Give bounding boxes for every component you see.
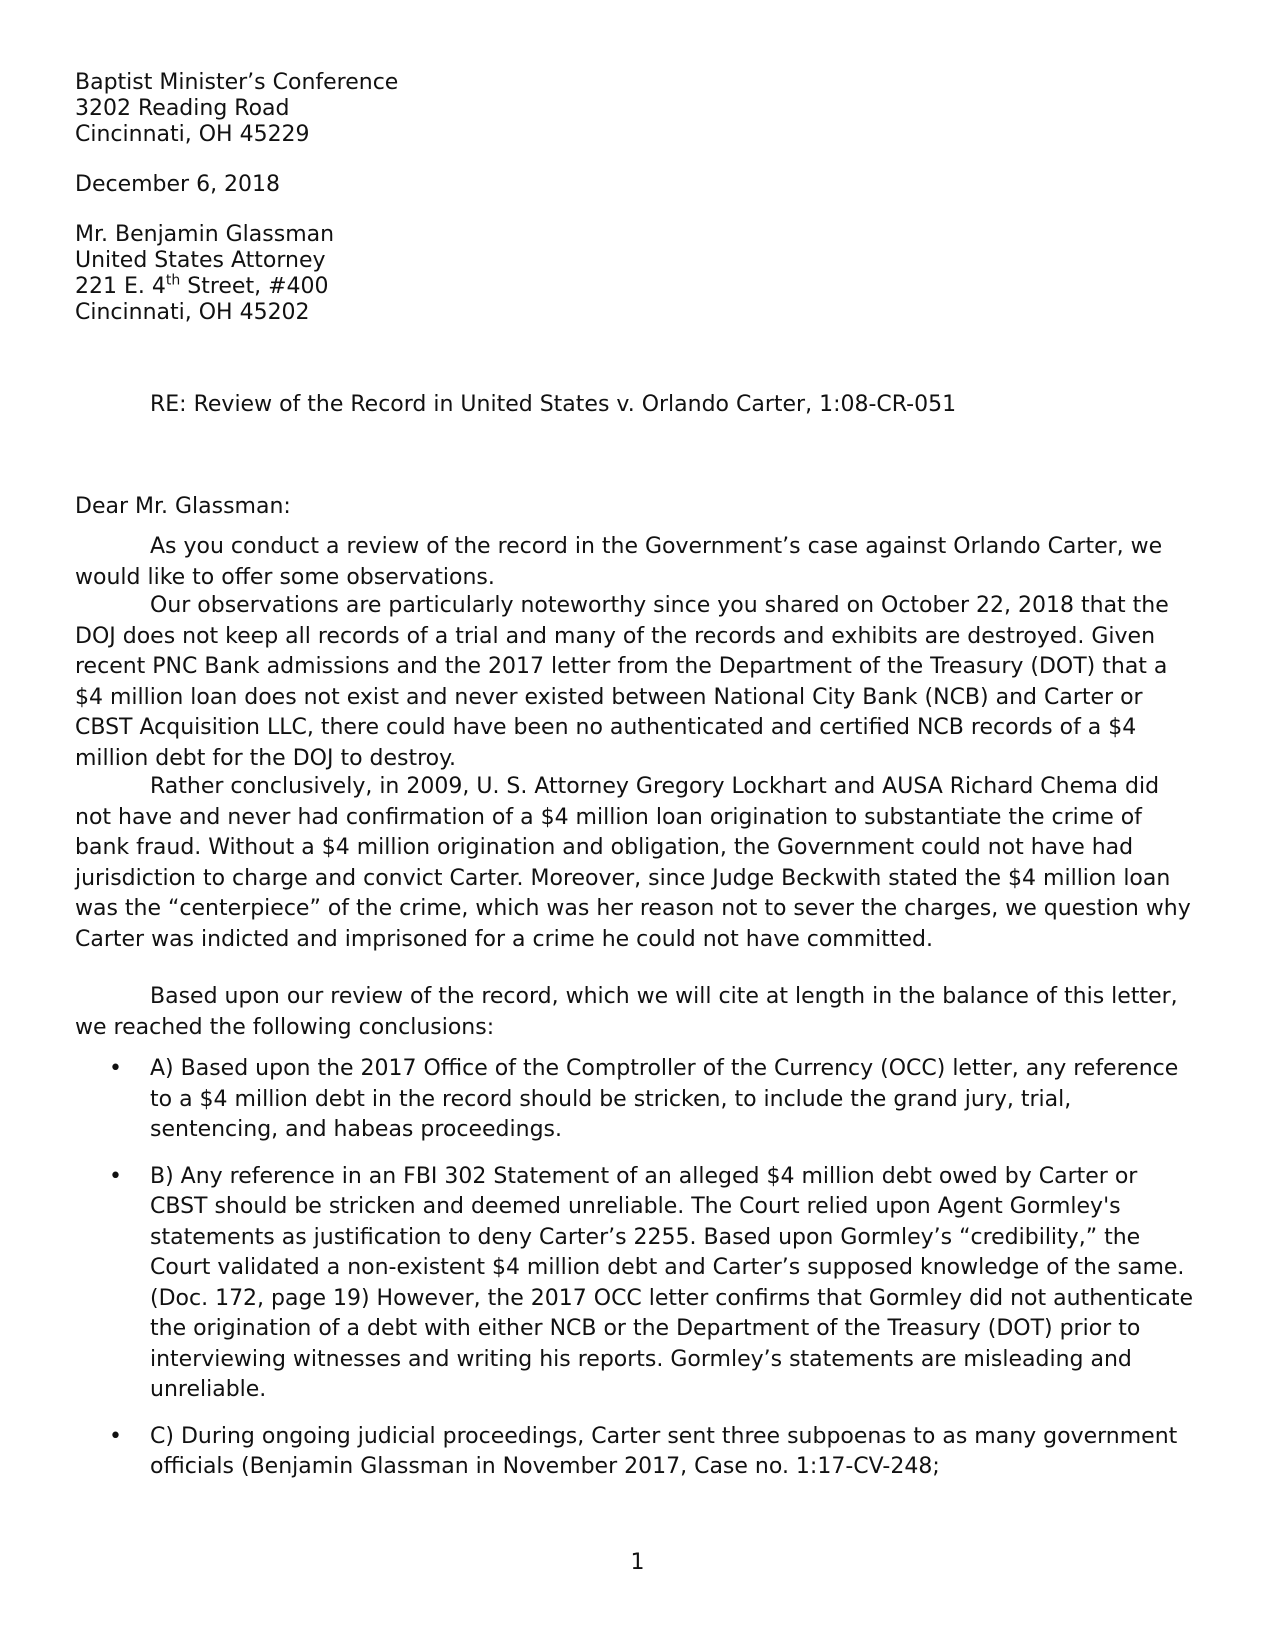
sender-street: 3202 Reading Road xyxy=(75,96,290,121)
sender-city: Cincinnati, OH 45229 xyxy=(75,122,310,147)
bullet-text-a: A) Based upon the 2017 Office of the Comptroller of the Currency (OCC) letter, any reference to a $4 million debt in the record should be stricken, to include the grand jury, trial, sentencing, and habeas proceedings. xyxy=(150,1056,1179,1142)
recipient-name: Mr. Benjamin Glassman xyxy=(75,222,335,247)
list-item xyxy=(75,1162,1195,1406)
paragraph-3: Rather conclusively, in 2009, U. S. Attorney Gregory Lockhart and AUSA Richard Chema did not have and never had confirmation of a $4 million loan origination to substantiate the crime of bank fraud. Without a $4 million origination and obligation, the Government could not have had jurisdiction to charge and convict Carter. Moreover, since Judge Beckwith stated the $4 million loan was the “centerpiece” of the crime, which was her reason not to sever the charges, we question why Carter was indicted and imprisoned for a crime he could not have committed. xyxy=(75,774,1191,952)
sender-address xyxy=(75,70,398,148)
recipient-address xyxy=(75,222,334,326)
paragraph-4: Based upon our review of the record, which we will cite at length in the balance of this letter, we reached the following conclusions: xyxy=(75,984,1178,1040)
list-item xyxy=(75,1422,1195,1483)
bullet-text-b: B) Any reference in an FBI 302 Statement of an alleged $4 million debt owed by Carter or CBST should be stricken and deemed unreliable. The Court relied upon Agent Gormley's statements as justification to deny Carter’s 2255. Based upon Gormley’s “credibility,” the Court validated a non-existent $4 million debt and Carter’s supposed knowledge of the same. (Doc. 172, page 19) However, the 2017 OCC letter confirms that Gormley did not authenticate the origination of a debt with either NCB or the Department of the Treasury (DOT) prior to interviewing witnesses and writing his reports. Gormley’s statements are misleading and unreliable. xyxy=(150,1163,1194,1402)
recipient-title: United States Attorney xyxy=(75,248,326,273)
paragraph-1: As you conduct a review of the record in the Government’s case against Orlando Carter, we would like to offer some observations. xyxy=(75,534,1163,590)
recipient-city: Cincinnati, OH 45202 xyxy=(75,300,310,325)
bullet-icon: • xyxy=(109,1423,122,1449)
salutation: Dear Mr. Glassman: xyxy=(75,494,291,519)
paragraph-2: Our observations are particularly noteworthy since you shared on October 22, 2018 that the DOJ does not keep all records of a trial and many of the records and exhibits are destroyed. Given recent PNC Bank admissions and the 2017 letter from the Department of the Treasury (DOT) that a $4 million loan does not exist and never existed between National City Bank (NCB) and Carter or CBST Acquisition LLC, there could have been no authenticated and certified NCB records of a $4 million debt for the DOJ to destroy. xyxy=(75,593,1169,771)
bullet-icon: • xyxy=(109,1056,122,1081)
recipient-street: 221 E. 4th Street, #400 xyxy=(75,272,329,299)
sender-name: Baptist Minister’s Conference xyxy=(75,70,399,95)
page-number: 1 xyxy=(630,1550,645,1575)
letter-date: December 6, 2018 xyxy=(75,172,281,197)
conclusions-list xyxy=(75,1054,1195,1483)
bullet-text-c: C) During ongoing judicial proceedings, Carter sent three subpoenas to as many government officials (Benjamin Glassman in November 2017, Case no. 1:17-CV-248; xyxy=(150,1423,1178,1479)
re-line: RE: Review of the Record in United States v. Orlando Carter, 1:08-CR-051 xyxy=(150,392,957,417)
list-item xyxy=(75,1054,1195,1146)
bullet-icon: • xyxy=(109,1163,122,1189)
